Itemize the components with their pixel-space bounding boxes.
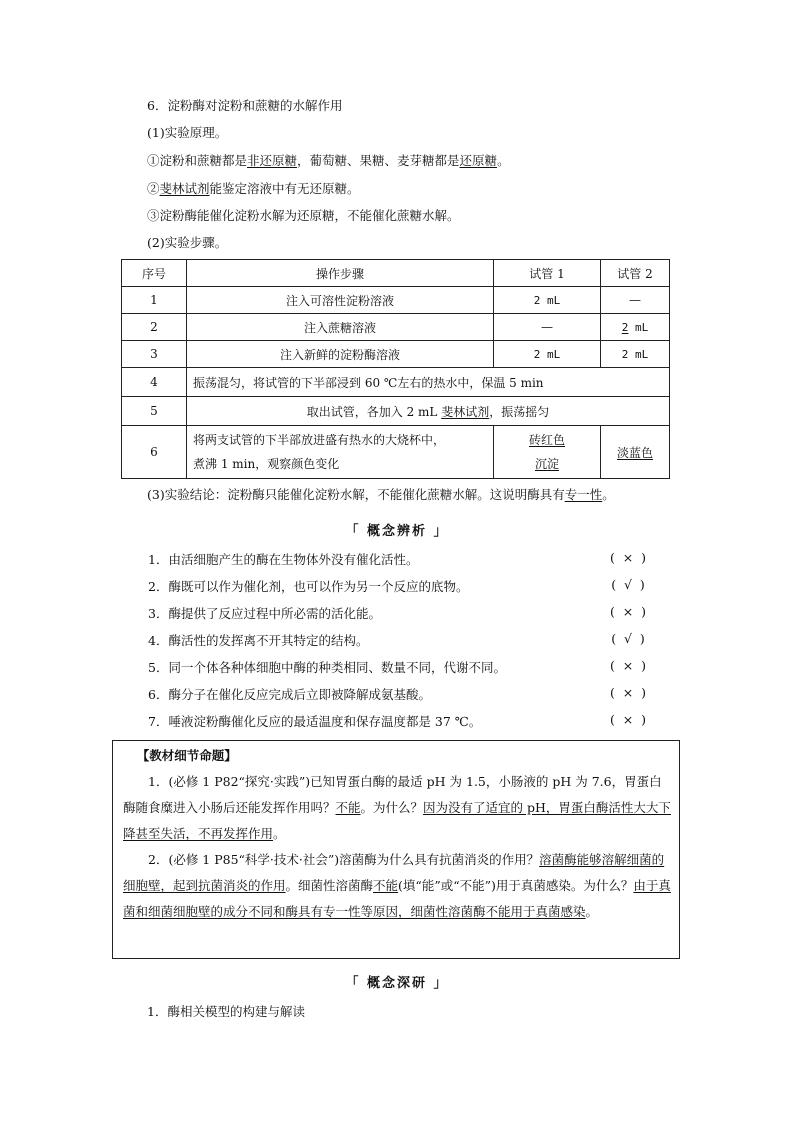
cell-no: 5 [122, 397, 187, 426]
text-segment: 取出试管，各加入 2 mL [306, 404, 442, 419]
conclusion [147, 485, 615, 503]
item-mark: ( √ ) [611, 577, 645, 592]
textbook-content [123, 743, 673, 925]
text-segment: 。 [585, 904, 599, 919]
textbook-question-2 [123, 847, 673, 925]
steps-heading: (2)实验步骤。 [147, 235, 228, 250]
cell-step [187, 397, 670, 426]
answer-blank: 专一性 [564, 487, 603, 502]
list-item [148, 631, 658, 651]
text-segment: 能鉴定溶液中有无还原糖。 [209, 181, 360, 196]
deep-title: 「 概念深研 」 [345, 976, 449, 991]
answer-blank: 沉淀 [534, 457, 559, 471]
text-segment: 。 [602, 487, 615, 502]
list-item [148, 604, 658, 624]
text-segment: ② [147, 181, 160, 196]
answer-blank: 溶菌酶能够溶解细菌的细胞壁，起到抗菌消炎的作用 [123, 852, 665, 893]
textbook-title: 【教材细节命题】 [136, 748, 237, 763]
table-row [122, 368, 670, 397]
text-line: 将两支试管的下半部放进盛有热水的大烧杯中， [193, 433, 446, 447]
header-step: 操作步骤 [187, 260, 494, 287]
cell-tube-2 [601, 426, 670, 479]
principle-heading: (1)实验原理。 [147, 125, 228, 140]
table-row [122, 287, 670, 314]
textbook-question-1 [123, 769, 673, 847]
item-text: 2．酶既可以作为催化剂，也可以作为另一个反应的底物。 [148, 579, 469, 594]
list-item [148, 658, 658, 678]
principle-point-2 [147, 179, 360, 197]
item-text: 3．酶提供了反应过程中所必需的活化能。 [148, 606, 381, 621]
answer-blank: 淡蓝色 [616, 445, 653, 460]
cell-step: 注入新鲜的淀粉酶溶液 [187, 341, 494, 368]
item-mark: ( × ) [609, 658, 647, 673]
text-segment: 。 [273, 826, 286, 841]
cell-tube-2: 2 mL [601, 341, 670, 368]
steps-table [121, 259, 670, 479]
text-segment: (3)实验结论：淀粉酶只能催化淀粉水解，不能催化蔗糖水解。这说明酶具有 [147, 487, 565, 502]
item-text: 5．同一个体各种体细胞中酶的种类相同、数量不同，代谢不同。 [148, 660, 506, 675]
text-segment: mL [628, 320, 649, 334]
cell-tube-1 [494, 426, 601, 479]
item-text: 4．酶活性的发挥离不开其特定的结构。 [148, 633, 369, 648]
item-text: 6．酶分子在催化反应完成后立即被降解成氨基酸。 [148, 687, 431, 702]
list-item [148, 712, 658, 732]
cell-no: 4 [122, 368, 187, 397]
cell-step: 振荡混匀，将试管的下半部浸到 60 ℃左右的热水中，保温 5 min [187, 368, 670, 397]
item-mark: ( × ) [609, 550, 647, 565]
text-segment: ①淀粉和蔗糖都是 [147, 153, 248, 168]
item-text: 1．由活细胞产生的酶在生物体外没有催化活性。 [148, 552, 419, 567]
cell-step [187, 426, 494, 479]
list-item [148, 550, 658, 570]
answer-blank: 还原糖 [459, 153, 498, 168]
text-line: 煮沸 1 min，观察颜色变化 [193, 457, 340, 471]
answer-blank: 不能 [335, 800, 361, 815]
header-tube-2: 试管 2 [601, 260, 670, 287]
analysis-title: 「 概念辨析 」 [345, 524, 449, 539]
answer-blank: 不能 [373, 878, 399, 893]
deep-item-1: 1．酶相关模型的构建与解读 [147, 1004, 305, 1019]
table-row [122, 397, 670, 426]
item-mark: ( × ) [609, 685, 647, 700]
table-row [122, 341, 670, 368]
answer-blank: 斐林试剂 [441, 404, 490, 419]
table-row [122, 314, 670, 341]
cell-tube-1: 2 mL [494, 287, 601, 314]
cell-no: 1 [122, 287, 187, 314]
text-segment: ，振荡摇匀 [489, 404, 550, 419]
item-mark: ( × ) [609, 712, 647, 727]
cell-tube-1: 2 mL [494, 341, 601, 368]
text-segment: 1．(必修 1 P82“探究·实践”)已知胃蛋白酶的最适 pH 为 1.5，小肠液的 pH 为 7.6，胃蛋白酶随食糜进入小肠后还能发挥作用吗？ [123, 774, 662, 815]
answer-blank: 2 [621, 320, 629, 334]
cell-no: 6 [122, 426, 187, 479]
header-no: 序号 [122, 260, 187, 287]
section-title: 6．淀粉酶对淀粉和蔗糖的水解作用 [147, 98, 343, 113]
text-segment: ，葡萄糖、果糖、麦芽糖都是 [297, 153, 460, 168]
answer-blank: 砖红色 [528, 433, 565, 447]
cell-no: 3 [122, 341, 187, 368]
cell-tube-2 [601, 314, 670, 341]
header-tube-1: 试管 1 [494, 260, 601, 287]
cell-tube-2: — [601, 287, 670, 314]
text-segment: 。为什么？ [360, 800, 424, 815]
table-row [122, 426, 670, 479]
item-text: 7．唾液淀粉酶催化反应的最适温度和保存温度都是 37 ℃。 [148, 714, 482, 729]
answer-blank: 非还原糖 [247, 153, 298, 168]
answer-blank: 因为没有了适宜的 pH，胃蛋白酶活性大大下降甚至失活，不再发挥作用 [123, 800, 671, 841]
cell-tube-1: — [494, 314, 601, 341]
text-segment: 2．(必修 1 P85“科学·技术·社会”)溶菌酶为什么具有抗菌消炎的作用？ [148, 852, 540, 867]
cell-step: 注入可溶性淀粉溶液 [187, 287, 494, 314]
item-mark: ( √ ) [611, 631, 645, 646]
cell-step: 注入蔗糖溶液 [187, 314, 494, 341]
table-header-row [122, 260, 670, 287]
item-mark: ( × ) [609, 604, 647, 619]
list-item [148, 577, 658, 597]
answer-blank: 由于真菌和细菌细胞壁的成分不同和酶具有专一性等原因，细菌性溶菌酶不能用于真菌感染 [123, 878, 671, 919]
principle-point-1 [147, 151, 510, 169]
text-segment: 。 [497, 153, 510, 168]
text-segment: (填“能”或“不能”)用于真菌感染。为什么？ [398, 878, 634, 893]
principle-point-3: ③淀粉酶能催化淀粉水解为还原糖，不能催化蔗糖水解。 [147, 208, 460, 223]
cell-no: 2 [122, 314, 187, 341]
list-item [148, 685, 658, 705]
textbook-box [112, 740, 680, 959]
text-segment: 。细菌性溶菌酶 [285, 878, 374, 893]
answer-blank: 斐林试剂 [159, 181, 210, 196]
